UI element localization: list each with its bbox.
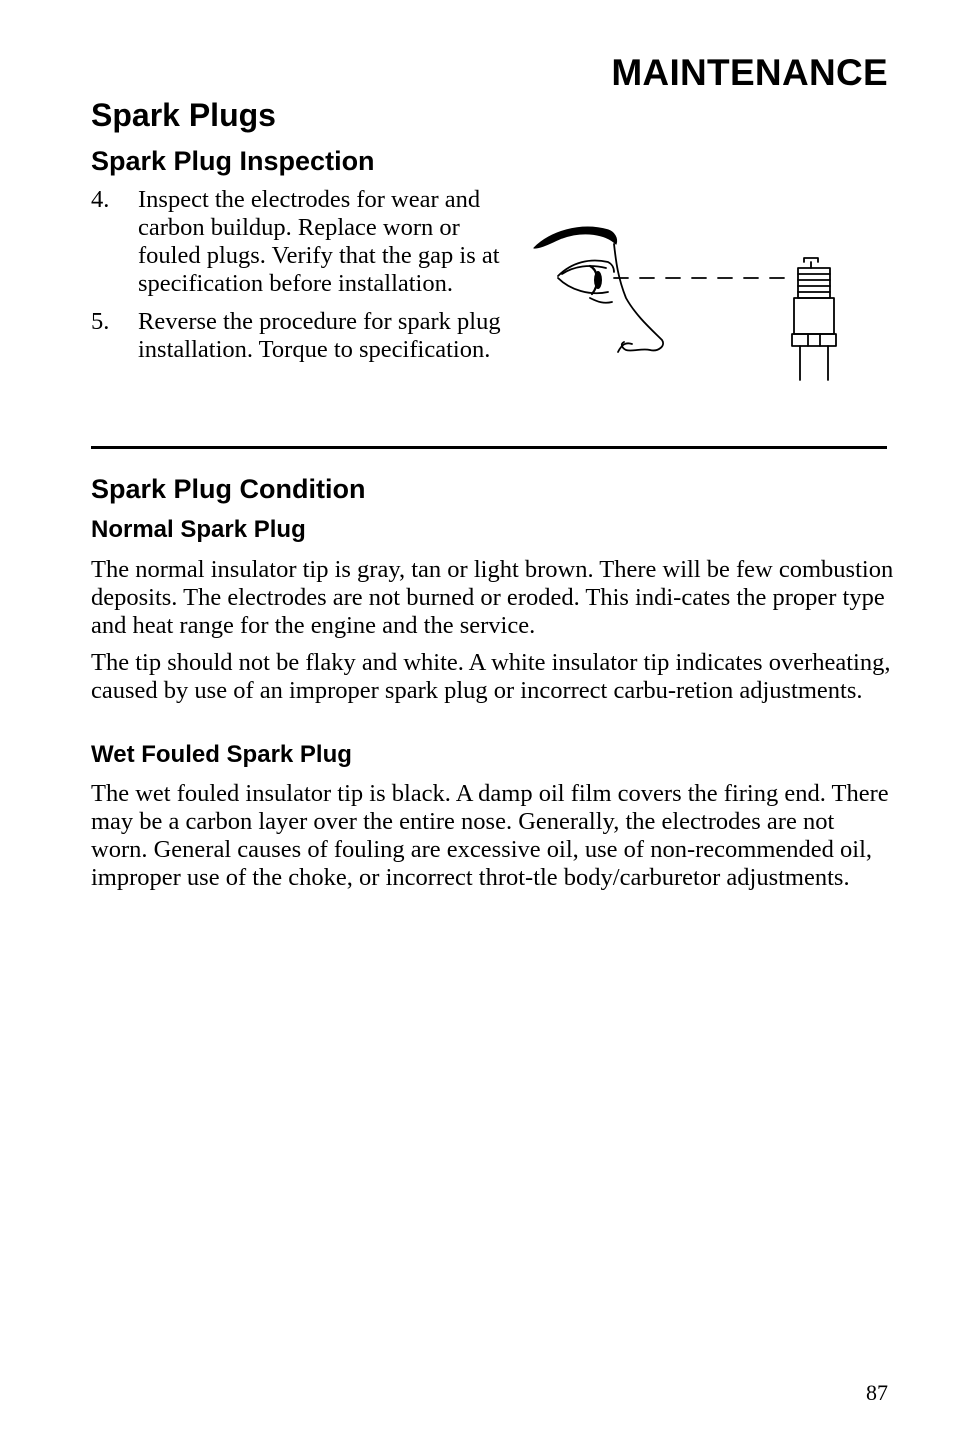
normal-plug-paragraph-2: The tip should not be flaky and white. A white insulator tip indicates overheating, caused by use of an improper spark plug or incorrect carbu-retion adjustments. bbox=[91, 649, 891, 704]
inspection-steps bbox=[91, 186, 506, 374]
inspection-heading: Spark Plug Inspection bbox=[91, 146, 375, 176]
normal-plug-heading: Normal Spark Plug bbox=[91, 516, 306, 543]
eye-icon bbox=[534, 227, 663, 352]
step-item bbox=[91, 308, 506, 364]
section-title: Spark Plugs bbox=[91, 97, 276, 133]
eye-inspecting-spark-plug-illustration bbox=[528, 218, 868, 386]
step-number: 5. bbox=[91, 308, 110, 335]
condition-heading: Spark Plug Condition bbox=[91, 474, 366, 504]
step-item bbox=[91, 186, 506, 298]
chapter-title: MAINTENANCE bbox=[611, 52, 888, 93]
step-text: Inspect the electrodes for wear and carbon buildup. Replace worn or fouled plugs. Verify that the gap is at specification before installation. bbox=[138, 186, 500, 297]
spark-plug-icon bbox=[792, 258, 836, 380]
step-number: 4. bbox=[91, 186, 110, 213]
wet-fouled-plug-heading: Wet Fouled Spark Plug bbox=[91, 741, 352, 768]
section-divider bbox=[91, 446, 887, 449]
step-text: Reverse the procedure for spark plug installation. Torque to specification. bbox=[138, 308, 501, 363]
page-number: 87 bbox=[866, 1380, 888, 1405]
normal-plug-paragraph-1: The normal insulator tip is gray, tan or light brown. There will be few combustion deposits. The electrodes are not burned or eroded. This indi-cates the proper type and heat range for the engine and the service. bbox=[91, 556, 894, 639]
wet-fouled-plug-paragraph: The wet fouled insulator tip is black. A damp oil film covers the firing end. There may be a carbon layer over the entire nose. Generally, the electrodes are not worn. General causes of fouling are excessive oil, use of non-recommended oil, improper use of the choke, or incorrect throt-tle body/carburetor adjustments. bbox=[91, 780, 889, 891]
